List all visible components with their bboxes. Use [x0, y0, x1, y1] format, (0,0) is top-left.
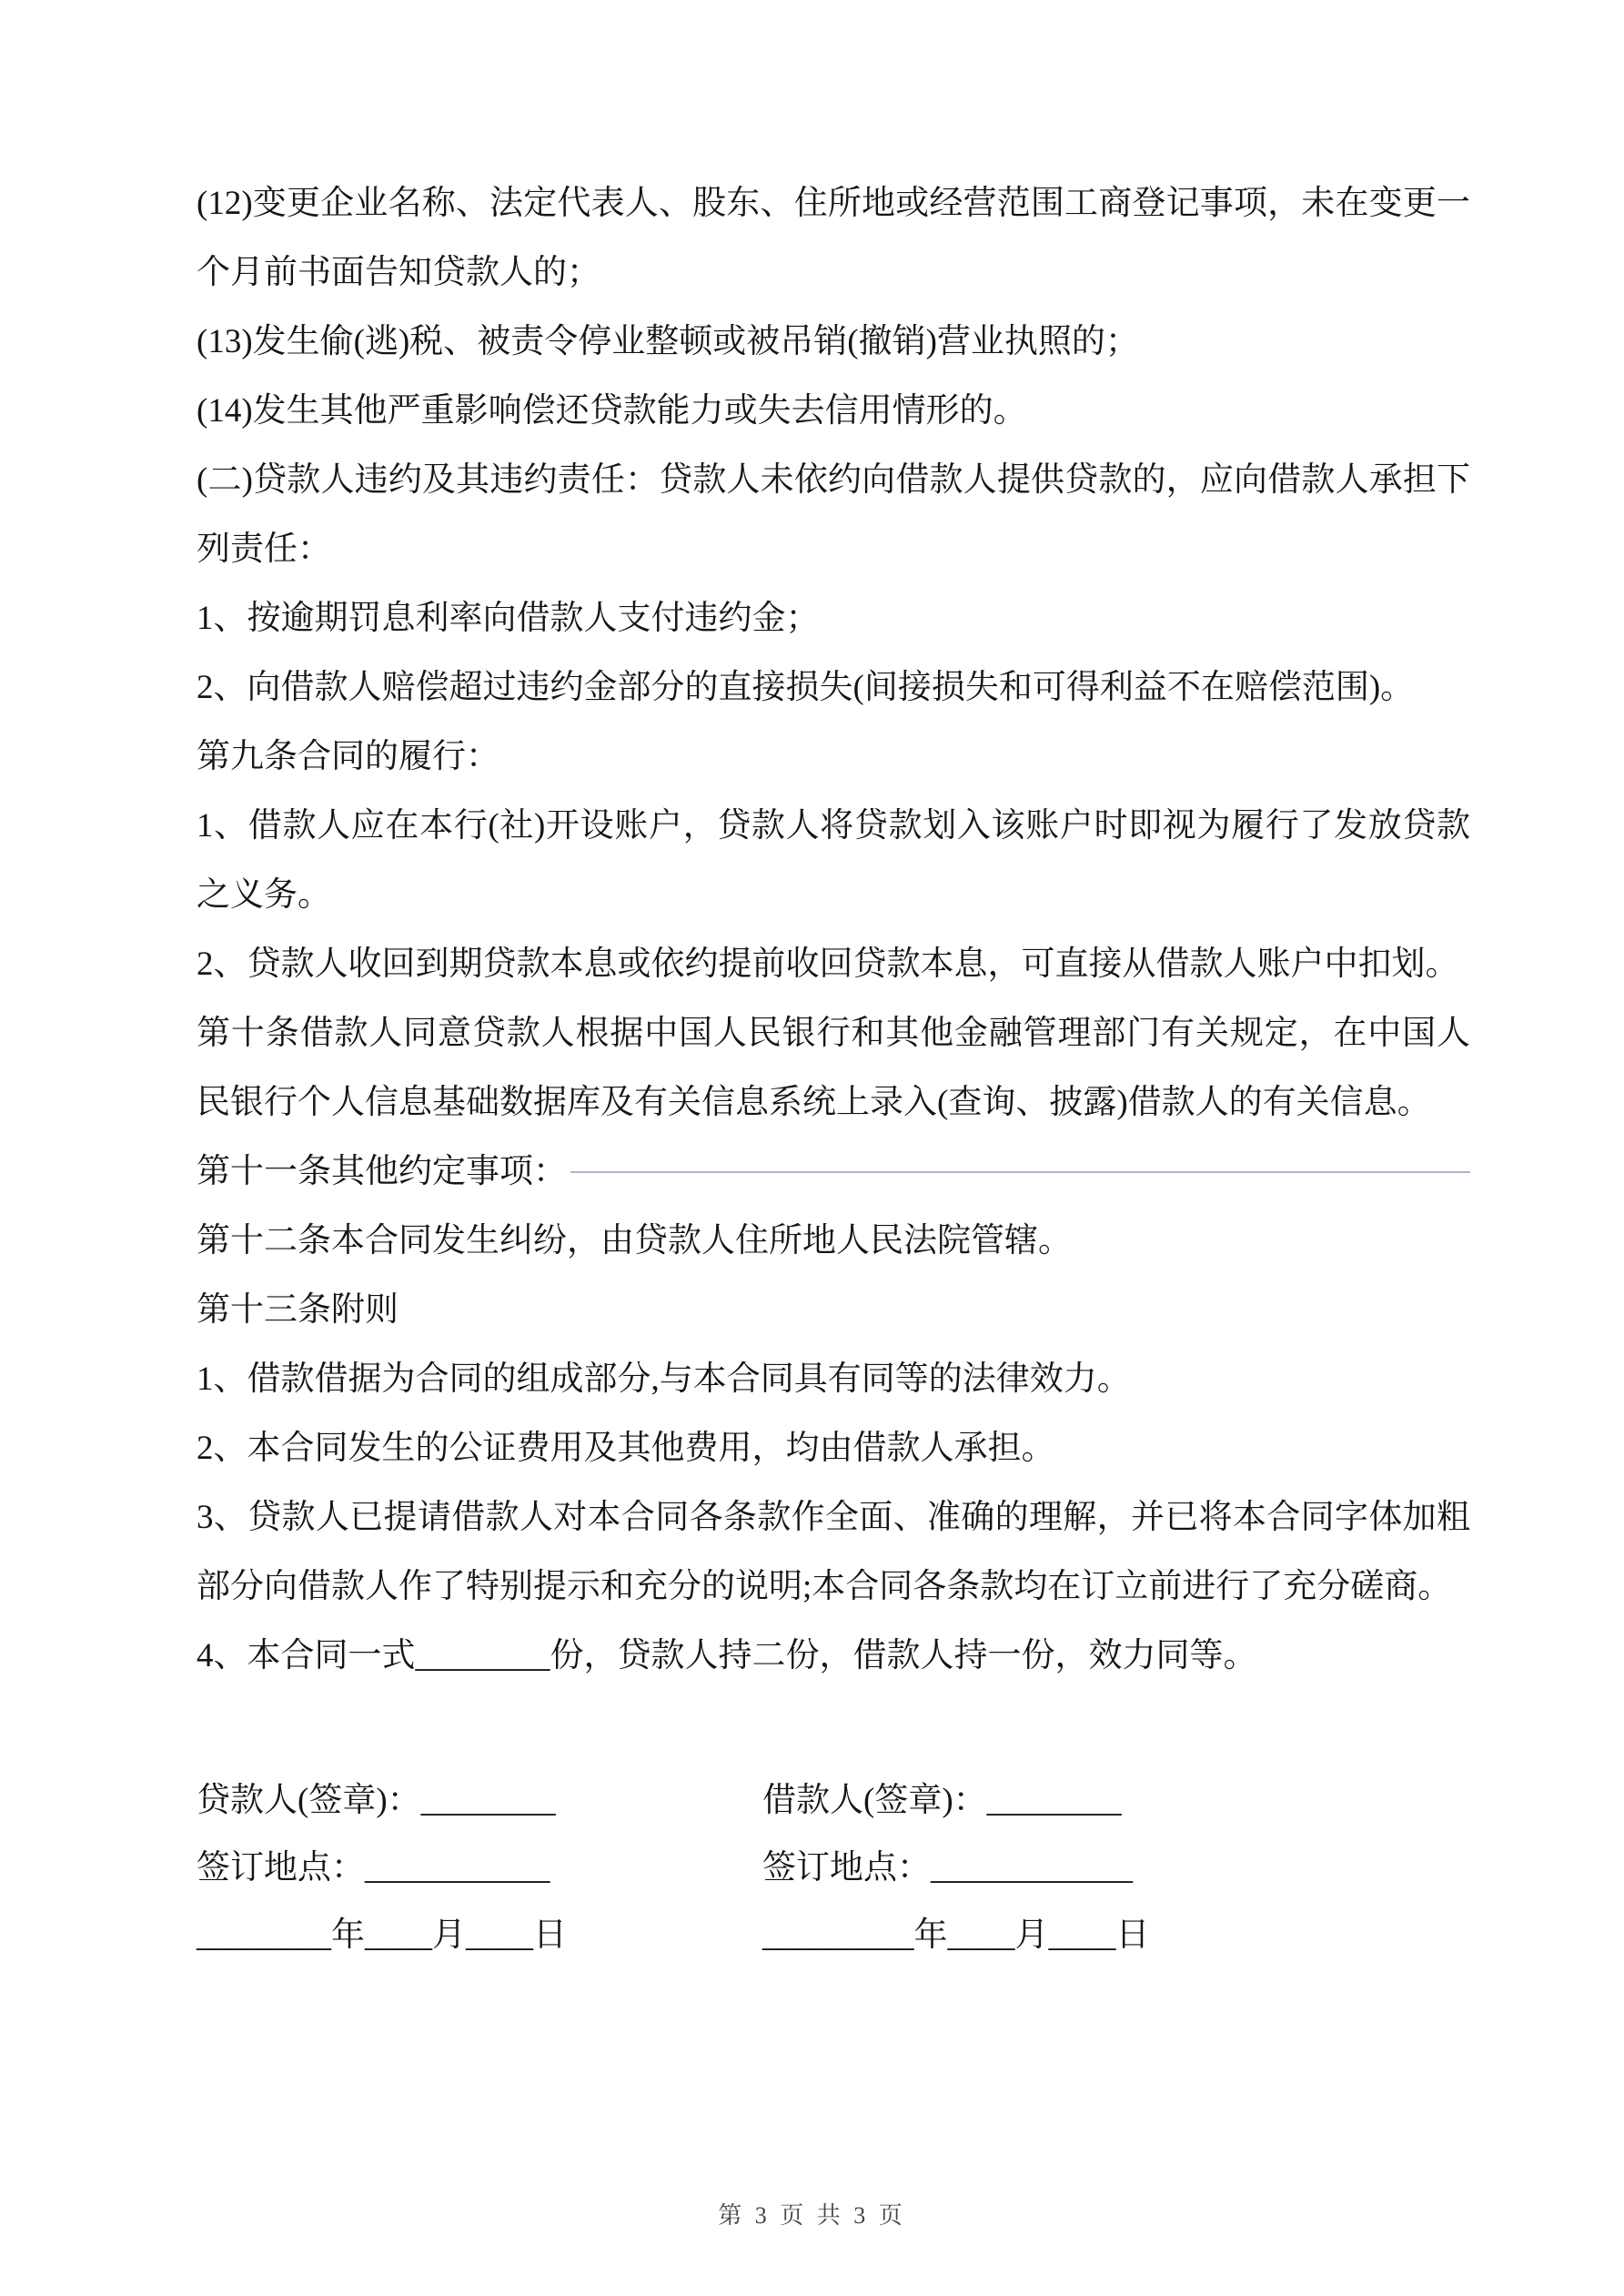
paragraph [197, 1276, 1470, 1345]
paragraph-text: 2、本合同发生的公证费用及其他费用，均由借款人承担。 [197, 1430, 1055, 1467]
paragraph-text: 1、借款人应在本行(社)开设账户，贷款人将贷款划入该账户时即视为履行了发放贷款之义务。 [197, 807, 1470, 914]
lender-signature-block [197, 1767, 762, 1969]
document-body [197, 169, 1470, 1691]
lender-date-line: ________年____月____日 [197, 1917, 567, 1954]
paragraph-text: 2、向借款人赔偿超过违约金部分的直接损失(间接损失和可得利益不在赔偿范围)。 [197, 669, 1415, 706]
paragraph-text: 4、本合同一式________份，贷款人持二份，借款人持一份，效力同等。 [197, 1637, 1257, 1674]
paragraph [197, 653, 1470, 723]
paragraph [197, 930, 1470, 999]
paragraph [197, 1345, 1470, 1414]
paragraph [197, 1622, 1470, 1691]
page-footer [0, 2197, 1624, 2230]
paragraph-text: 1、按逾期罚息利率向借款人支付违约金； [197, 600, 820, 637]
paragraph-text: 第十一条其他约定事项： [197, 1153, 567, 1190]
paragraph [197, 446, 1470, 584]
borrower-date-line: _________年____月____日 [762, 1917, 1150, 1954]
paragraph-text: 第十三条附则 [197, 1291, 398, 1329]
paragraph-text: 1、借款借据为合同的组成部分,与本合同具有同等的法律效力。 [197, 1360, 1131, 1398]
paragraph [197, 169, 1470, 308]
paragraph [197, 723, 1470, 792]
paragraph [197, 1207, 1470, 1276]
paragraph-text: 3、贷款人已提请借款人对本合同各条款作全面、准确的理解，并已将本合同字体加粗部分向借款人作了特别提示和充分的说明;本合同各条款均在订立前进行了充分磋商。 [197, 1499, 1470, 1605]
lender-sign-line: 贷款人(签章)：________ [197, 1782, 556, 1819]
paragraph-text: 2、贷款人收回到期贷款本息或依约提前收回贷款本息，可直接从借款人账户中扣划。 [197, 946, 1459, 983]
paragraph [197, 792, 1470, 930]
paragraph [197, 1483, 1470, 1622]
borrower-place-line: 签订地点：____________ [762, 1849, 1133, 1886]
paragraph [197, 377, 1470, 446]
paragraph-text: 第九条合同的履行： [197, 738, 499, 775]
paragraph-text: (二)贷款人违约及其违约责任：贷款人未依约向借款人提供贷款的，应向借款人承担下列责任： [197, 461, 1470, 568]
paragraph [197, 308, 1470, 377]
borrower-sign-line: 借款人(签章)：________ [762, 1782, 1122, 1819]
paragraph-text: 第十条借款人同意贷款人根据中国人民银行和其他金融管理部门有关规定，在中国人民银行个人信息基础数据库及有关信息系统上录入(查询、披露)借款人的有关信息。 [197, 1015, 1470, 1121]
paragraph [197, 1138, 1470, 1207]
paragraph [197, 1414, 1470, 1483]
blank-fill-line [570, 1171, 1470, 1173]
borrower-signature-block [762, 1767, 1470, 1969]
paragraph-text: 第十二条本合同发生纠纷，由贷款人住所地人民法院管辖。 [197, 1222, 1072, 1259]
paragraph [197, 999, 1470, 1138]
signature-section [197, 1767, 1470, 1969]
paragraph-text: (13)发生偷(逃)税、被责令停业整顿或被吊销(撤销)营业执照的； [197, 323, 1139, 360]
lender-place-line: 签订地点：___________ [197, 1849, 550, 1886]
paragraph-text: (14)发生其他严重影响偿还贷款能力或失去信用情形的。 [197, 392, 1027, 430]
document-content [197, 169, 1470, 1969]
paragraph [197, 584, 1470, 653]
paragraph-text: (12)变更企业名称、法定代表人、股东、住所地或经营范围工商登记事项，未在变更一个月前书面告知贷款人的； [197, 185, 1470, 291]
page-number: 第 3 页 共 3 页 [718, 2202, 906, 2229]
